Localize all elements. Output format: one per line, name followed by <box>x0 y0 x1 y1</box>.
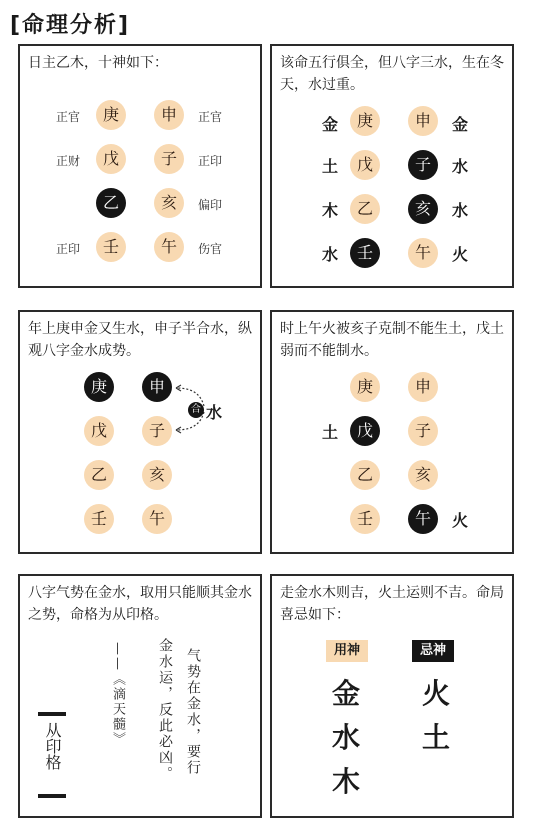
label-right-2: 正印 <box>198 154 223 168</box>
branch-zi: 子 <box>408 416 438 446</box>
branch-zi: 子 <box>408 150 438 180</box>
panel-text: 日主乙木，十神如下： <box>28 55 168 71</box>
stem-ren: 壬 <box>96 232 126 262</box>
elem-left-3: 木 <box>322 201 339 220</box>
stem-yi: 乙 <box>350 194 380 224</box>
stem-ren: 壬 <box>84 504 114 534</box>
branch-hai: 亥 <box>154 188 184 218</box>
stem-wu: 戊 <box>84 416 114 446</box>
quote-line-2: 金水运，反此必凶。 <box>157 638 173 782</box>
fire-label: 火 <box>452 511 469 530</box>
label-left-2: 正财 <box>56 154 81 168</box>
stem-geng: 庚 <box>350 106 380 136</box>
label-left-1: 正官 <box>56 110 81 124</box>
panel-metal-water <box>18 310 262 554</box>
label-right-3: 偏印 <box>198 198 223 212</box>
panel-text: 时上午火被亥子克制不能生土，戊土弱而不能制水。 <box>280 321 504 359</box>
stem-geng: 庚 <box>96 100 126 130</box>
stem-ren: 壬 <box>350 238 380 268</box>
elem-right-2: 水 <box>452 157 469 176</box>
quote-line-1: 气势在金水，要行 <box>185 648 201 776</box>
stem-ren: 壬 <box>350 504 380 534</box>
stem-geng: 庚 <box>84 372 114 402</box>
branch-hai: 亥 <box>408 460 438 490</box>
yong-3: 木 <box>332 765 361 798</box>
branch-zi: 子 <box>142 416 172 446</box>
stem-yi: 乙 <box>84 460 114 490</box>
page-title: [命理分析] <box>10 13 131 38</box>
panel-fire-earth <box>270 310 514 554</box>
combine-badge: 合 <box>188 402 204 418</box>
stem-geng: 庚 <box>350 372 380 402</box>
elem-right-4: 火 <box>452 245 469 264</box>
stem-wu: 戊 <box>350 150 380 180</box>
yong-2: 水 <box>332 721 361 754</box>
branch-shen: 申 <box>142 372 172 402</box>
branch-wu: 午 <box>408 238 438 268</box>
panel-favorable <box>270 574 514 818</box>
label-left-3: 正印 <box>56 242 81 256</box>
earth-label: 土 <box>322 423 339 442</box>
label-right-4: 伤官 <box>198 242 223 256</box>
branch-hai: 亥 <box>408 194 438 224</box>
yong-1: 金 <box>332 677 361 710</box>
yong-shen-tag: 用神 <box>326 640 368 662</box>
branch-wu: 午 <box>154 232 184 262</box>
label-right-1: 正官 <box>198 110 223 124</box>
elem-left-1: 金 <box>322 115 339 134</box>
stamp-text: 从印格 <box>43 722 62 770</box>
elem-right-1: 金 <box>452 115 469 134</box>
pattern-stamp <box>38 712 66 798</box>
panel-ten-gods <box>18 44 262 288</box>
panel-text: 八字气势在金水，取用只能顺其金水之势，命格为从印格。 <box>28 585 252 623</box>
water-label: 水 <box>206 403 223 422</box>
stem-wu: 戊 <box>96 144 126 174</box>
ji-shen-tag: 忌神 <box>412 640 454 662</box>
branch-shen: 申 <box>154 100 184 130</box>
panel-text: 走金水木则吉，火土运则不吉。命局喜忌如下： <box>280 585 504 623</box>
elem-left-4: 水 <box>322 245 339 264</box>
branch-shen: 申 <box>408 106 438 136</box>
ji-1: 火 <box>422 677 451 710</box>
branch-shen: 申 <box>408 372 438 402</box>
panel-five-elements <box>270 44 514 288</box>
panel-text: 该命五行俱全，但八字三水，生在冬天，水过重。 <box>280 55 504 93</box>
stem-wu: 戊 <box>350 416 380 446</box>
branch-wu: 午 <box>142 504 172 534</box>
elem-right-3: 水 <box>452 201 469 220</box>
branch-wu: 午 <box>408 504 438 534</box>
panel-text: 年上庚申金又生水，申子半合水，纵观八字金水成势。 <box>28 321 252 359</box>
stem-yi: 乙 <box>350 460 380 490</box>
branch-hai: 亥 <box>142 460 172 490</box>
quote-source: ——《滴天髓》 <box>110 642 125 747</box>
ji-2: 土 <box>422 721 451 754</box>
branch-zi: 子 <box>154 144 184 174</box>
elem-left-2: 土 <box>322 157 339 176</box>
stem-yi: 乙 <box>96 188 126 218</box>
